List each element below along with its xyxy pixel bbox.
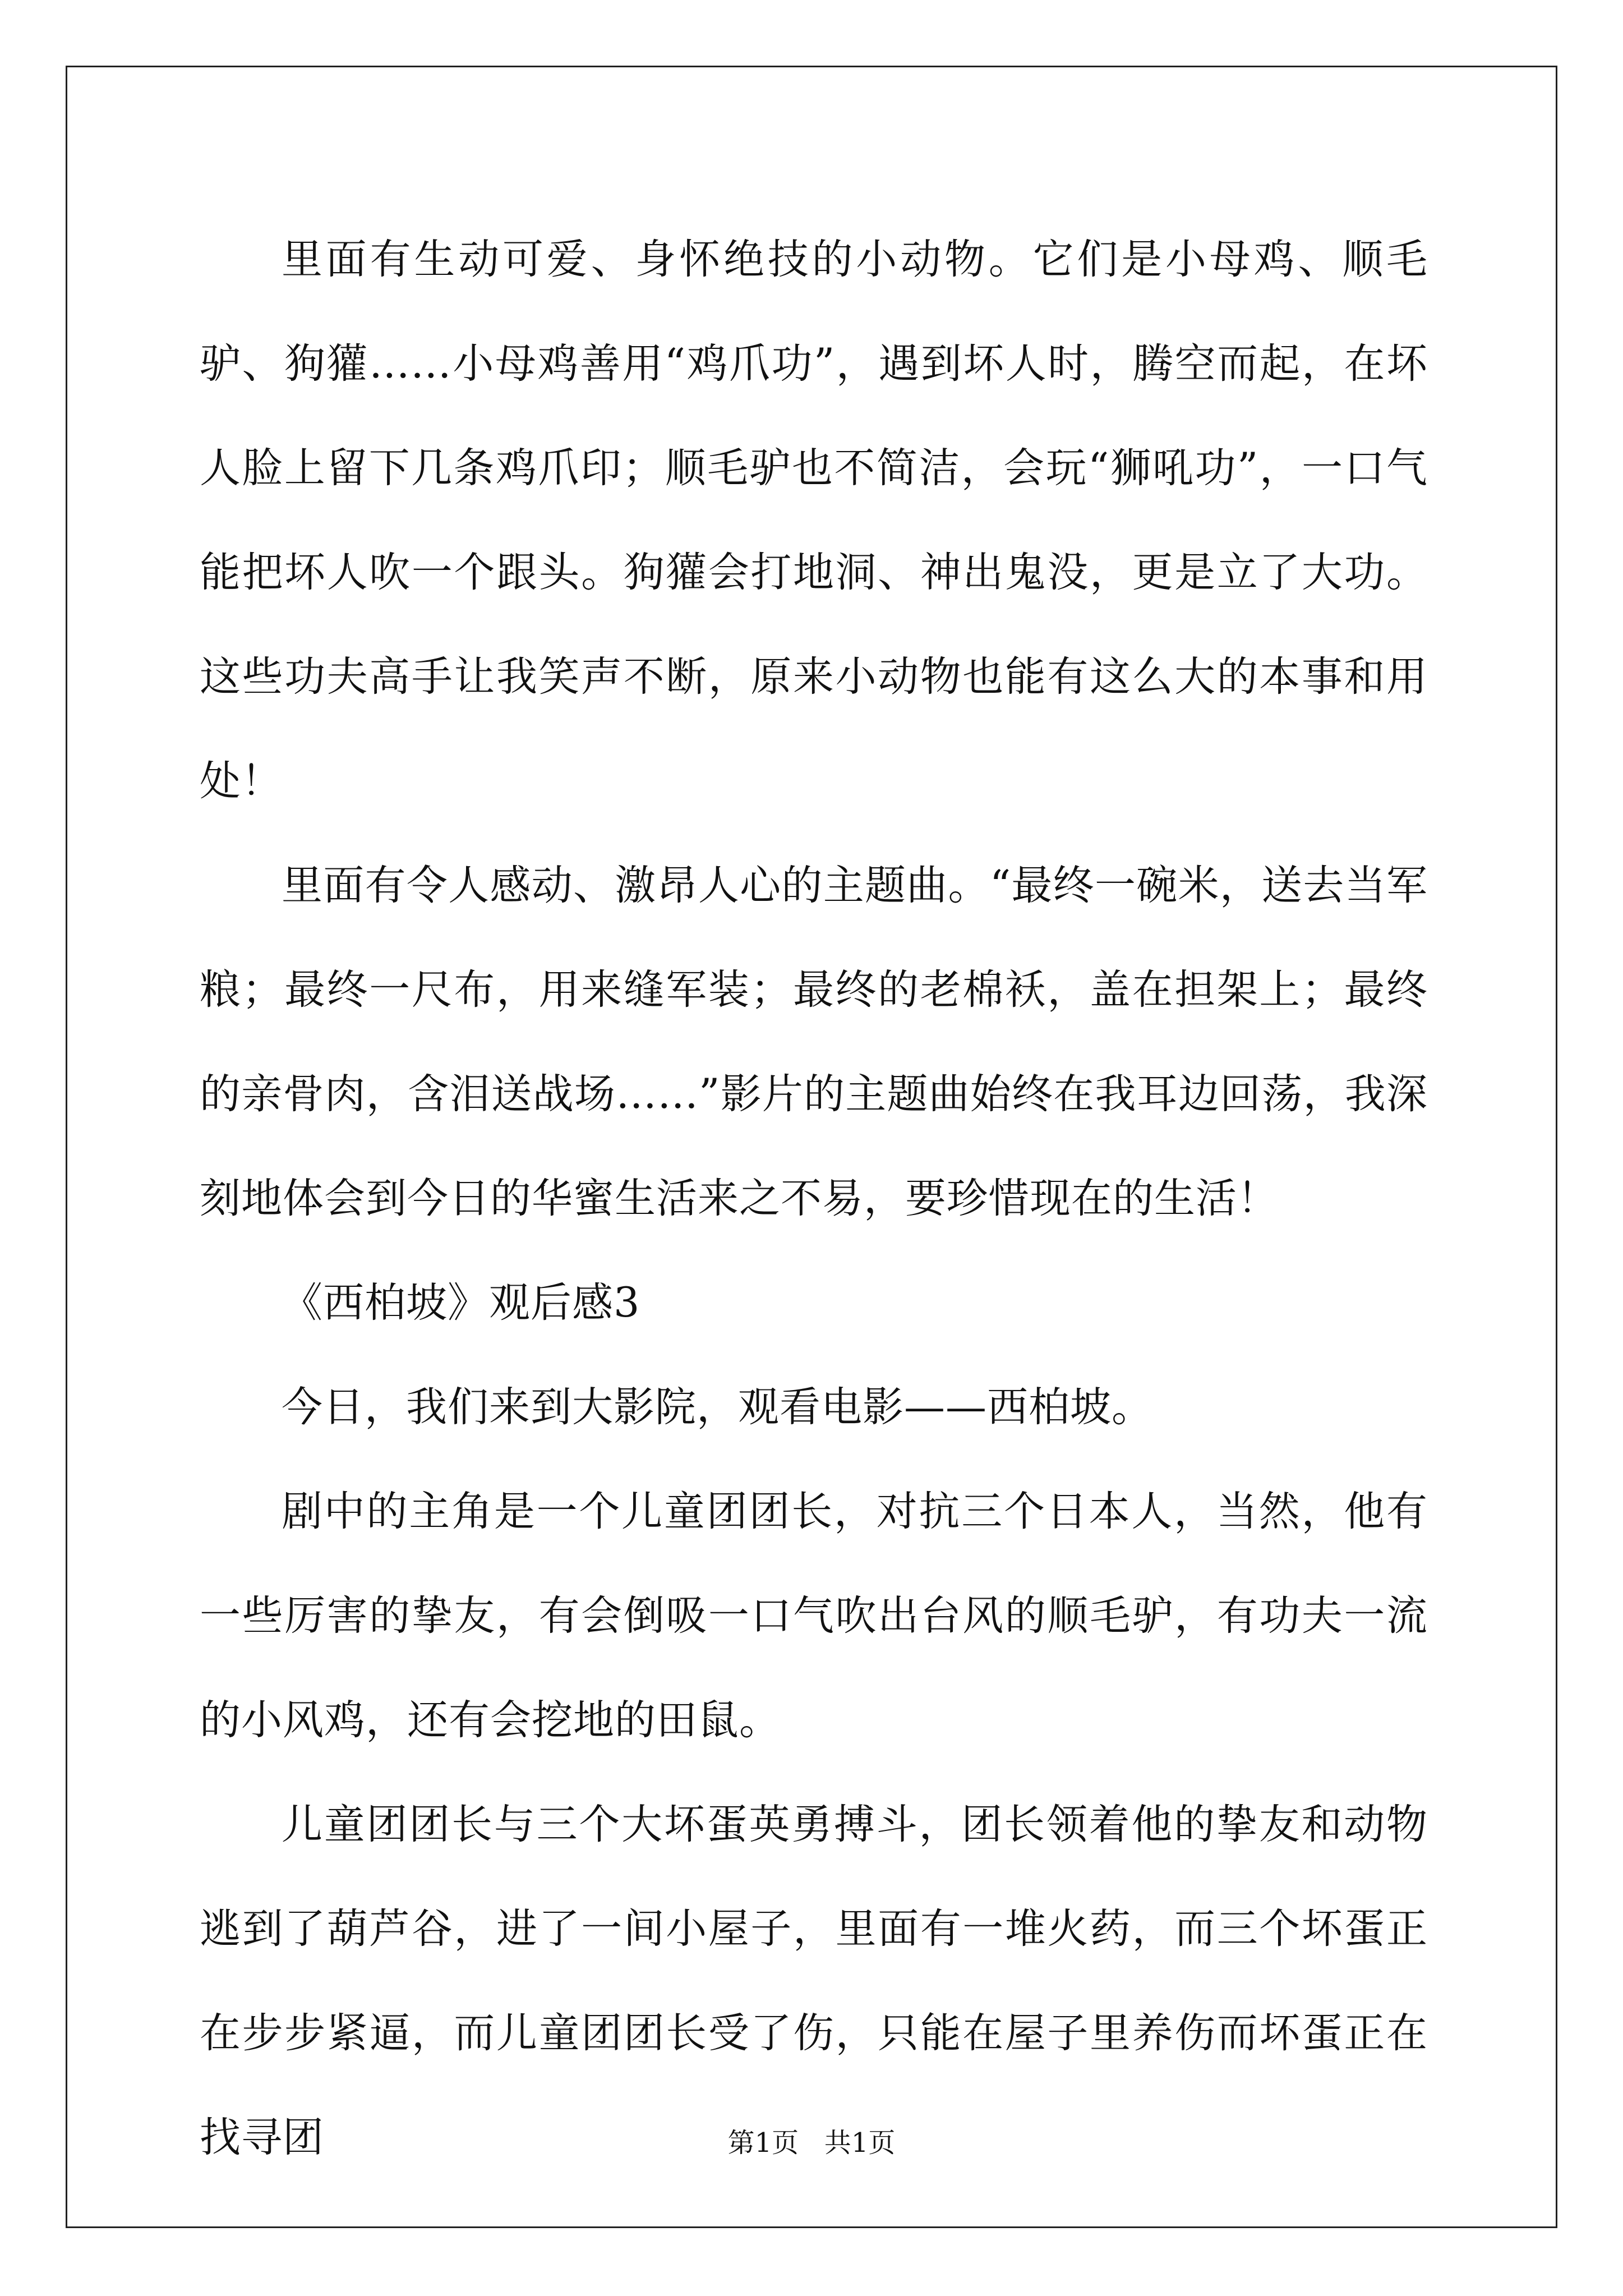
paragraph-theme-song: 里面有令人感动、激昂人心的主题曲。“最终一碗米，送去当军粮；最终一尺布，用来缝军装；最终的老棉袄，盖在担架上；最终的亲骨肉，含泪送战场……”影片的主题曲始终在我耳边回荡，我深刻地体会到今日的华蜜生活来之不易，要珍惜现在的生活！	[200, 862, 1428, 1222]
paragraph-animals: 里面有生动可爱、身怀绝技的小动物。它们是小母鸡、顺毛驴、狗獾……小母鸡善用“鸡爪功”，遇到坏人时，腾空而起，在坏人脸上留下几条鸡爪印；顺毛驴也不简洁，会玩“狮吼功”，一口气能把坏人吹一个跟头。狗獾会打地洞、神出鬼没，更是立了大功。这些功夫高手让我笑声不断，原来小动物也能有这么大的本事和用处！	[200, 236, 1428, 805]
paragraph-battle: 儿童团团长与三个大坏蛋英勇搏斗，团长领着他的挚友和动物逃到了葫芦谷，进了一间小屋子，里面有一堆火药，而三个坏蛋正在步步紧逼，而儿童团团长受了伤，只能在屋子里养伤而坏蛋正在找寻团	[200, 1801, 1428, 2161]
paragraph-cinema: 今日，我们来到大影院，观看电影——西柏坡。	[282, 1383, 1153, 1431]
section-heading: 《西柏坡》观后感3	[282, 1279, 640, 1327]
page-number-footer: 第1页 共1页	[727, 2127, 896, 2159]
document-body	[200, 208, 1428, 2190]
paragraph-protagonist: 剧中的主角是一个儿童团团长，对抗三个日本人，当然，他有一些厉害的挚友，有会倒吸一口气吹出台风的顺毛驴，有功夫一流的小风鸡，还有会挖地的田鼠。	[200, 1488, 1428, 1744]
